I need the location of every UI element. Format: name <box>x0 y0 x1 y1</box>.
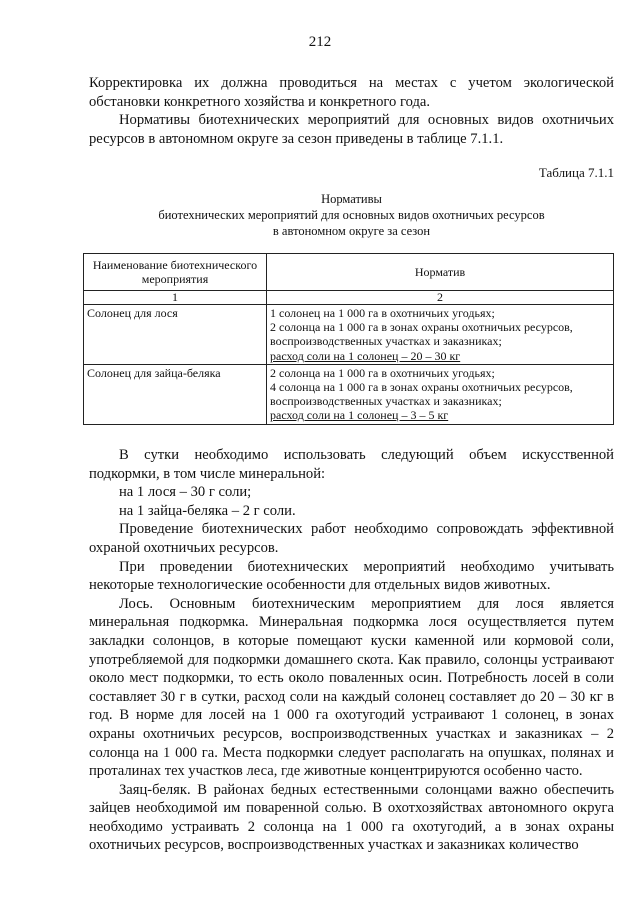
norm-line: 2 солонца на 1 000 га в зонах охраны охотничьих ресурсов, <box>270 320 573 335</box>
norm-line: 1 солонец на 1 000 га в охотничьих угодьях; <box>270 306 495 320</box>
table-title-line: биотехнических мероприятий для основных видов охотничьих ресурсов <box>158 208 545 222</box>
table-title-line: в автономном округе за сезон <box>272 224 431 238</box>
body-paragraph: При проведении биотехнических мероприятий необходимо учитывать некоторые технологические особенности для отдельных видов животных. <box>89 558 614 594</box>
intro-paragraph: Нормативы биотехнических мероприятий для основных видов охотничьих ресурсов в автономном округе за сезон приведены в таблице 7.1.1. <box>89 112 614 147</box>
norm-line: воспроизводственных участках и заказниках; <box>270 394 502 409</box>
body-paragraph: В сутки необходимо использовать следующий объем искусственной подкормки, в том числе минеральной: <box>89 447 614 482</box>
column-number: 1 <box>84 291 267 305</box>
table-header-row <box>84 254 614 291</box>
table-title-line: Нормативы <box>321 192 382 206</box>
list-item: на 1 лося – 30 г соли; <box>119 484 252 501</box>
norm-cell <box>267 305 614 365</box>
norm-cell <box>267 364 614 424</box>
norm-line: 4 солонца на 1 000 га в зонах охраны охотничьих ресурсов, <box>270 380 573 395</box>
table-title <box>89 191 614 239</box>
list-item: на 1 зайца-беляка – 2 г соли. <box>119 502 296 519</box>
header-activity-name: Наименование биотехнического мероприятия <box>84 254 267 291</box>
body-paragraph: Заяц-беляк. В районах бедных естественными солонцами важно обеспечить зайцев необходимой им поваренной солью. В охотхозяйствах автономного округа необходимо устраивать 2 солонца на 1 000 га охотугодий, а в зонах охраны охотничьих ресурсов, воспроизводственных участках и заказниках количество <box>89 781 614 854</box>
column-number: 2 <box>267 291 614 305</box>
norms-table <box>83 253 614 425</box>
header-norm: Норматив <box>267 254 614 291</box>
table-row <box>84 364 614 424</box>
norm-line: 2 солонца на 1 000 га в охотничьих угодьях; <box>270 365 495 380</box>
norm-line: расход соли на 1 солонец – 20 – 30 кг <box>270 348 461 363</box>
norm-line: воспроизводственных участках и заказниках; <box>270 334 502 349</box>
intro-paragraph: Корректировка их должна проводиться на местах с учетом экологической обстановки конкретного хозяйства и конкретного года. <box>89 75 614 110</box>
activity-name-cell: Солонец для лося <box>84 305 267 365</box>
norm-line: расход соли на 1 солонец – 3 – 5 кг <box>270 408 449 423</box>
activity-name-cell: Солонец для зайца-беляка <box>84 364 267 424</box>
body-text <box>89 446 614 855</box>
intro-text <box>89 74 614 148</box>
table-caption: Таблица 7.1.1 <box>538 165 614 180</box>
page-number: 212 <box>308 34 332 50</box>
body-paragraph: Проведение биотехнических работ необходимо сопровождать эффективной охраной охотничьих ресурсов. <box>89 521 614 556</box>
table-column-numbers <box>84 291 614 305</box>
body-paragraph: Лось. Основным биотехническим мероприятием для лося является минеральная подкормка. Минеральная подкормка лося осуществляется путем закладки солонцов, в которые помещают куски каменной или кормовой соли, употребляемой для подкормки домашнего скота. Как правило, солонцы устраивают около мест подкормки, то есть около поваленных осин. Потребность лосей в соли составляет 30 г в сутки, расход соли на каждый солонец составляет до 20 – 30 кг в год. В норме для лосей на 1 000 га охотугодий устраивают 1 солонец, в зонах охраны охотничьих ресурсов, воспроизводственных участках и заказниках – 2 солонца на 1 000 га. Места подкормки следует располагать на опушках, полянах и проталинах тех участков леса, где животные концентрируются особенно часто. <box>89 595 614 780</box>
table-row <box>84 305 614 365</box>
